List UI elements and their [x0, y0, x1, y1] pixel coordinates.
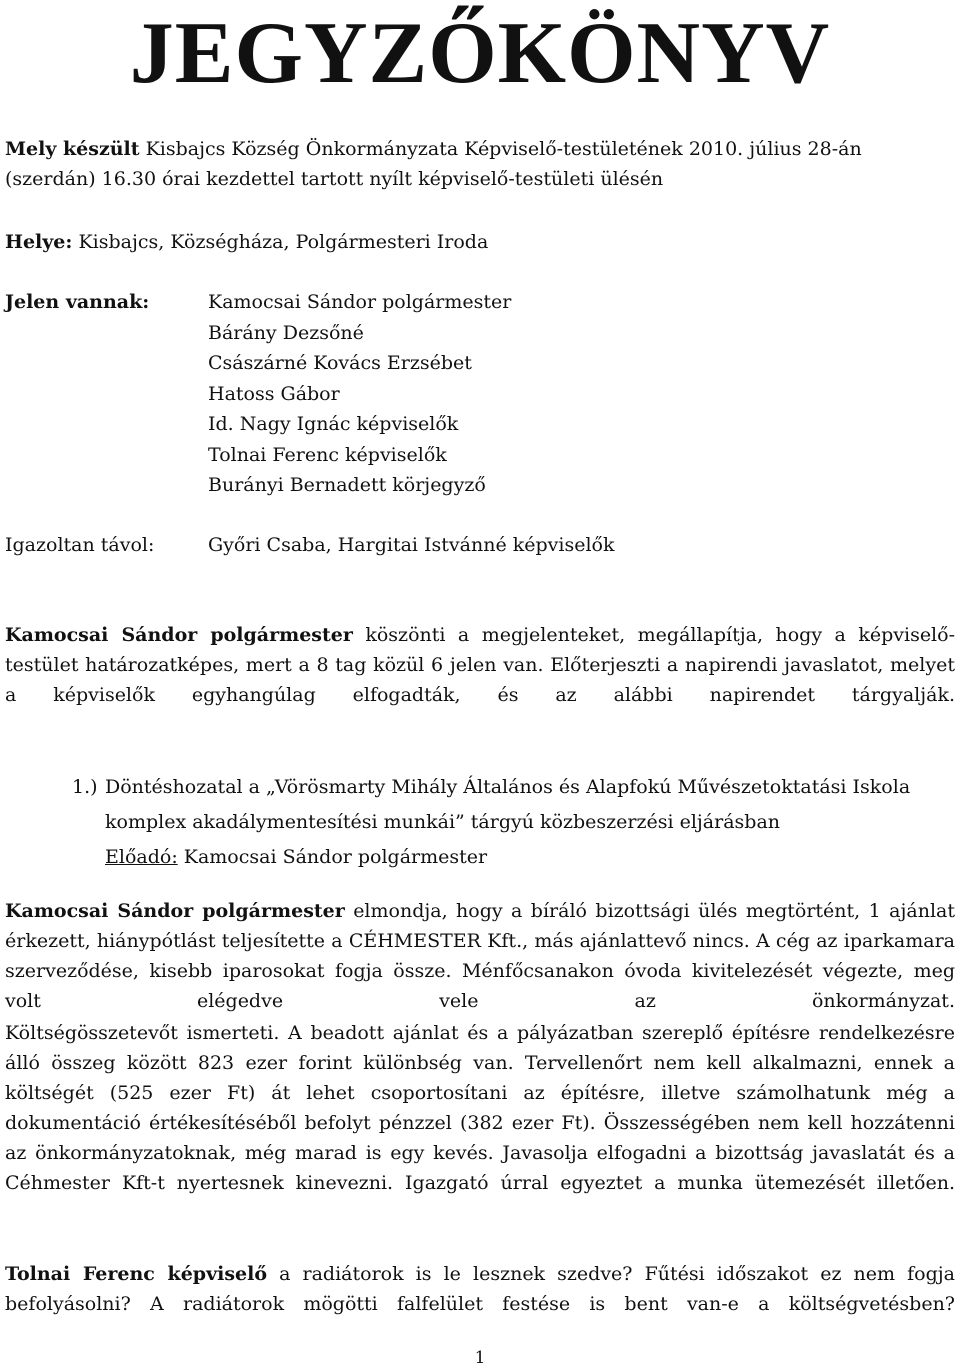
location-label: Helye:: [5, 231, 73, 253]
present-name: Burányi Bernadett körjegyző: [208, 474, 486, 496]
presenter-label: Előadó:: [105, 846, 178, 868]
absent-value: [208, 530, 615, 561]
intro-lead: Mely készült: [5, 138, 140, 160]
agenda-text: Döntéshozatal a „Vörösmarty Mihály Általános és Alapfokú Művészetoktatási Iskola komplex akadálymentesítési munkái” tárgyú közbeszerzési eljárásban: [105, 776, 911, 833]
discussion-speaker-1: Kamocsai Sándor polgármester: [5, 900, 345, 922]
present-label: Jelen vannak:: [5, 291, 150, 313]
present-name: Császárné Kovács Erzsébet: [208, 352, 472, 374]
present-name: Id. Nagy Ignác képviselők: [208, 413, 459, 435]
present-name: Tolnai Ferenc képviselők: [208, 443, 447, 466]
discussion-text-1: elmondja, hogy a bíráló bizottsági ülés megtörtént, 1 ajánlat érkezett, hiánypótlást teljesítette a CÉHMESTER Kft., más ajánlattevő nincs. A cég az iparkamara szerveződése, kisebb iparosokat fogja össze. Ménfőcsanakon óvoda kivitelezését végezte, meg volt elégedve vele az önkormányzat.: [5, 900, 955, 1012]
location-line: [5, 227, 955, 257]
presenter-name: Kamocsai Sándor polgármester: [177, 846, 488, 868]
opening-speaker: Kamocsai Sándor polgármester: [5, 624, 353, 646]
page-number: 1: [474, 1348, 486, 1368]
intro-text: Kisbajcs Község Önkormányzata Képviselő-testületének 2010. július 28-án (szerdán) 16.30 órai kezdettel tartott nyílt képviselő-testületi ülésén: [5, 138, 862, 190]
absent-label: Igazoltan távol:: [5, 534, 155, 556]
discussion-text-2: a radiátorok is le lesznek szedve? Fűtési időszakot ez nem fogja befolyásolni? A radiátorok mögötti falfelület festése is bent van-e a költségvetésben?: [5, 1263, 955, 1315]
present-name: Bárány Dezsőné: [208, 321, 364, 344]
agenda-item: [105, 770, 955, 875]
discussion-paragraph-2: [5, 1259, 955, 1349]
opening-paragraph: [5, 620, 955, 740]
discussion-text-1b: Költségösszetevőt ismerteti. A beadott ajánlat és a pályázatban szereplő építésre rendelkezésre álló összeg között 823 ezer forint különbség van. Tervellenőrt nem kell alkalmazni, ennek a költségét (525 ezer Ft) át lehet csoportosítani az építésre, illetve számolhatunk még a dokumentáció értékesítéséből befolyt pénzzel (382 ezer Ft). Összességében nem kell hozzátenni az önkormányzatoknak, még marad is egy kevés. Javasolja elfogadni a bizottság javaslatát és a Céhmester Kft-t nyertesnek kinevezni. Igazgató úrral egyeztet a munka ütemezését illetően.: [5, 1022, 955, 1194]
discussion-paragraph-1b: [5, 1018, 955, 1228]
location-value: Kisbajcs, Községháza, Polgármesteri Iroda: [72, 231, 489, 253]
present-name: Kamocsai Sándor polgármester: [208, 291, 512, 313]
document-title: JEGYZŐKÖNYV: [129, 5, 831, 102]
intro-paragraph: [5, 134, 955, 194]
agenda-number: 1.): [72, 776, 98, 798]
discussion-speaker-2: Tolnai Ferenc képviselő: [5, 1263, 268, 1285]
present-name: Hatoss Gábor: [208, 382, 340, 405]
absent-names: Győri Csaba, Hargitai Istvánné képviselők: [208, 534, 615, 556]
present-list: [208, 287, 511, 501]
opening-text: köszönti a megjelenteket, megállapítja, hogy a képviselő-testület határozatképes, mert a 8 tag közül 6 jelen van. Előterjeszti a napirendi javaslatot, melyet a képviselők egyhangúlag elfogadták, és az alábbi napirendet tárgyalják.: [5, 624, 955, 706]
